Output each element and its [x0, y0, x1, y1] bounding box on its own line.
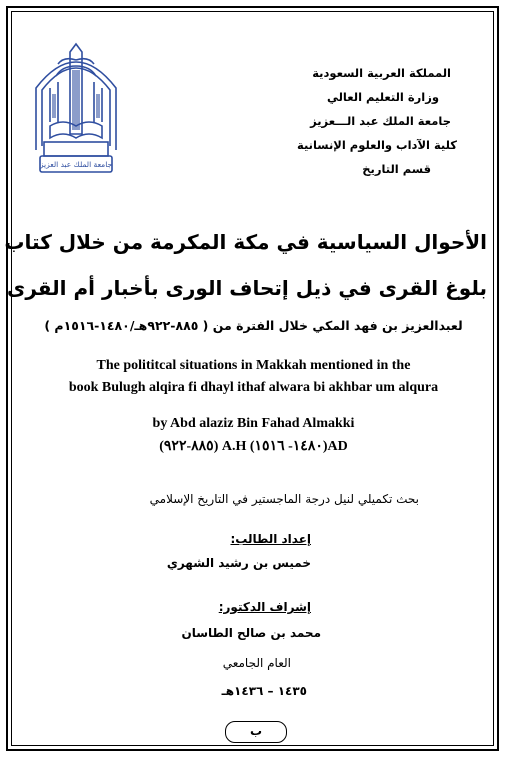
institution-line-university: جامعة الملك عبد الـــعزيز — [310, 114, 451, 128]
academic-year-value: ١٤٣٥ – ١٤٣٦هـ — [221, 684, 307, 698]
english-title-line-2: book Bulugh alqira fi dhayl ithaf alwara bi akhbar um alqura — [68, 380, 439, 395]
research-purpose: بحث تكميلي لنيل درجة الماجستير في التاريخ الإسلامي — [149, 492, 419, 506]
institution-line-department: قسم التاريخ — [362, 162, 431, 176]
page-number: ب — [225, 721, 287, 743]
english-dates-line: (٨٨٥-٩٢٢) A.H (١٤٨٠- ١٥١٦)AD — [159, 439, 348, 454]
institution-line-country: المملكة العربية السعودية — [312, 66, 451, 80]
institution-line-ministry: وزارة التعليم العالي — [326, 90, 439, 104]
supervisor-name: محمد بن صالح الطاسان — [181, 626, 321, 640]
english-author-line: by Abd alaziz Bin Fahad Almakki — [152, 416, 355, 431]
institution-line-college: كلية الآداب والعلوم الإنسانية — [296, 138, 457, 152]
arabic-title-line-3: لعبدالعزيز بن فهد المكي خلال الفترة من ( ٨٨٥-٩٢٢هـ/١٤٨٠-١٥١٦م ) — [44, 318, 463, 333]
supervisor-label: إشراف الدكتور: — [218, 600, 311, 614]
arabic-title-line-2: بلوغ القرى في ذيل إتحاف الورى بأخبار أم القرى — [7, 276, 487, 300]
student-name: خميس بن رشيد الشهري — [166, 556, 311, 570]
student-label: إعداد الطالب: — [230, 532, 311, 546]
university-logo — [30, 38, 122, 180]
english-title-line-1: The polititcal situations in Makkah mentioned in the — [96, 358, 411, 373]
arabic-title-line-1: الأحوال السياسية في مكة المكرمة من خلال كتاب — [4, 230, 487, 254]
logo-caption: جامعة الملك عبد العزيز — [39, 160, 113, 169]
academic-year-label: العام الجامعي — [222, 656, 291, 670]
